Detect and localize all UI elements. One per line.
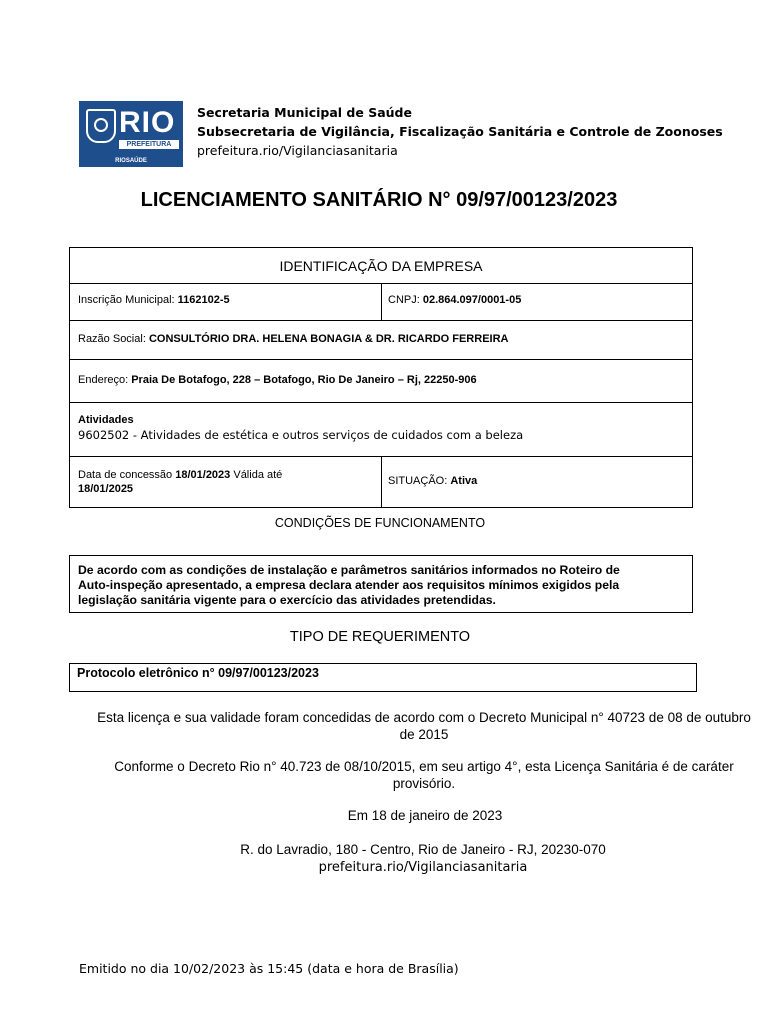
inscricao-municipal: Inscrição Municipal: 1162102-5 (78, 294, 230, 306)
data-concessao: Data de concessão 18/01/2023 Válida até 18/01/2025 (78, 469, 283, 495)
header-site: prefeitura.rio/Vigilanciasanitaria (197, 143, 398, 158)
situacao: SITUAÇÃO: Ativa (388, 475, 478, 487)
logo-sub: PREFEITURA (119, 140, 179, 149)
razao-social: Razão Social: CONSULTÓRIO DRA. HELENA BONAGIA & DR. RICARDO FERREIRA (78, 333, 509, 345)
protocol-number: Protocolo eletrônico n° 09/97/00123/2023 (77, 666, 319, 680)
issue-date: Em 18 de janeiro de 2023 (347, 808, 503, 823)
decree-paragraph-2: Conforme o Decreto Rio n° 40.723 de 08/10/2015, em seu artigo 4°, esta Licença Sanitária é de caráter provisório. (114, 759, 734, 791)
prefeitura-logo (79, 101, 183, 167)
emission-timestamp: Emitido no dia 10/02/2023 às 15:45 (data e hora de Brasília) (79, 961, 459, 976)
endereco: Endereço: Praia De Botafogo, 228 – Botafogo, Rio De Janeiro – Rj, 22250-906 (78, 374, 477, 386)
rio-shield-icon (86, 109, 116, 143)
header-block (197, 103, 723, 160)
footer-site: prefeitura.rio/Vigilanciasanitaria (318, 860, 528, 875)
conditions-text: De acordo com as condições de instalação e parâmetros sanitários informados no Roteiro de Auto-inspeção apresentado, a empresa declara atender aos requisitos mínimos exigidos pela legislação sanitária vigente para o exercício das atividades pretendidas. (78, 563, 620, 607)
header-secretaria: Secretaria Municipal de Saúde (197, 105, 412, 120)
atividades: Atividades 9602502 - Atividades de estética e outros serviços de cuidados com a beleza (78, 414, 524, 442)
cnpj: CNPJ: 02.864.097/0001-05 (388, 294, 522, 306)
conditions-box (69, 555, 693, 613)
company-table (69, 247, 693, 508)
request-title: TIPO DE REQUERIMENTO (289, 629, 471, 645)
logo-brand: RIO (119, 106, 176, 139)
footer-address: R. do Lavradio, 180 - Centro, Rio de Janeiro - RJ, 20230-070 (240, 842, 606, 857)
decree-paragraph-1: Esta licença e sua validade foram concedidas de acordo com o Decreto Municipal n° 40723 de 08 de outubro de 2015 (97, 710, 751, 742)
conditions-title: CONDIÇÕES DE FUNCIONAMENTO (274, 516, 486, 530)
logo-unit: RIOSAÚDE (115, 158, 147, 164)
protocol-box (69, 663, 697, 692)
header-subsecretaria: Subsecretaria de Vigilância, Fiscalização Sanitária e Controle de Zoonoses (197, 124, 723, 139)
company-section-title: IDENTIFICAÇÃO DA EMPRESA (279, 258, 483, 274)
document-title: LICENCIAMENTO SANITÁRIO N° 09/97/00123/2023 (140, 189, 618, 211)
